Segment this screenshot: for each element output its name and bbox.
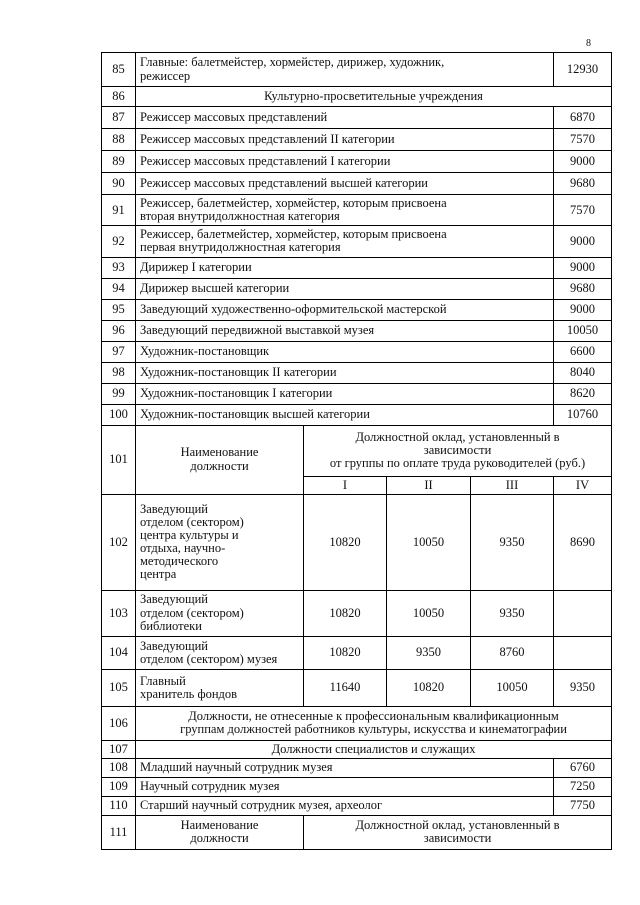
table-row	[102, 706, 612, 740]
table-row	[102, 758, 612, 777]
row-number: 95	[102, 299, 136, 320]
salary-group-i: 10820	[304, 636, 387, 669]
table-row	[102, 173, 612, 195]
row-number: 110	[102, 796, 136, 815]
salary-group-iii: 8760	[471, 636, 554, 669]
page-number: 8	[586, 38, 591, 49]
row-number: 111	[102, 815, 136, 849]
position-title: Старший научный сотрудник музея, археолог	[136, 796, 554, 815]
position-title: Заведующий художественно-оформительской мастерской	[136, 299, 554, 320]
group-header-iii: III	[471, 476, 554, 494]
salary-group-ii: 9350	[387, 636, 471, 669]
salary-value: 8620	[554, 383, 612, 404]
row-number: 86	[102, 87, 136, 107]
row-number: 91	[102, 195, 136, 226]
position-title: Режиссер, балетмейстер, хормейстер, которым присвоена первая внутридолжностная категория	[136, 226, 554, 257]
salary-group-iv: 9350	[554, 669, 612, 706]
table-row	[102, 129, 612, 151]
salary-value: 6760	[554, 758, 612, 777]
position-title: Заведующий отделом (сектором) библиотеки	[136, 590, 304, 636]
table-row	[102, 341, 612, 362]
salary-value: 8040	[554, 362, 612, 383]
salary-value: 7570	[554, 129, 612, 151]
table-row	[102, 278, 612, 299]
salary-value: 9000	[554, 151, 612, 173]
row-number: 96	[102, 320, 136, 341]
salary-group-iv: 8690	[554, 494, 612, 590]
row-number: 101	[102, 425, 136, 494]
table-row	[102, 107, 612, 129]
position-title: Заведующий передвижной выставкой музея	[136, 320, 554, 341]
row-number: 92	[102, 226, 136, 257]
salary-group-i: 10820	[304, 590, 387, 636]
position-title: Режиссер массовых представлений высшей категории	[136, 173, 554, 195]
position-title: Режиссер, балетмейстер, хормейстер, которым присвоена вторая внутридолжностная категория	[136, 195, 554, 226]
table-row	[102, 195, 612, 226]
position-title: Художник-постановщик высшей категории	[136, 404, 554, 425]
table-row	[102, 590, 612, 636]
salary-column-header: Должностной оклад, установленный в зависимости	[304, 815, 612, 849]
row-number: 105	[102, 669, 136, 706]
section-heading: Культурно-просветительные учреждения	[136, 87, 612, 107]
row-number: 93	[102, 257, 136, 278]
position-title: Режиссер массовых представлений I категории	[136, 151, 554, 173]
position-title: Научный сотрудник музея	[136, 777, 554, 796]
name-column-header: Наименование должности	[136, 425, 304, 494]
row-number: 102	[102, 494, 136, 590]
position-title: Заведующий отделом (сектором) музея	[136, 636, 304, 669]
table-row	[102, 636, 612, 669]
group-header-ii: II	[387, 476, 471, 494]
row-number: 100	[102, 404, 136, 425]
name-column-header: Наименование должности	[136, 815, 304, 849]
table-row	[102, 815, 612, 849]
salary-value: 7570	[554, 195, 612, 226]
salary-value: 6870	[554, 107, 612, 129]
salary-value: 9000	[554, 226, 612, 257]
table-row	[102, 383, 612, 404]
position-title: Главные: балетмейстер, хормейстер, дирижер, художник, режиссер	[136, 53, 554, 87]
row-number: 88	[102, 129, 136, 151]
position-title: Дирижер высшей категории	[136, 278, 554, 299]
table-row	[102, 404, 612, 425]
table-row	[102, 226, 612, 257]
row-number: 87	[102, 107, 136, 129]
group-header-i: I	[304, 476, 387, 494]
table-row	[102, 494, 612, 590]
salary-table	[101, 52, 612, 850]
salary-group-i: 10820	[304, 494, 387, 590]
row-number: 85	[102, 53, 136, 87]
grid-header-row	[102, 425, 612, 476]
salary-value: 9000	[554, 299, 612, 320]
position-title: Заведующий отделом (сектором) центра культуры и отдыха, научно- методического центра	[136, 494, 304, 590]
row-number: 89	[102, 151, 136, 173]
row-number: 106	[102, 706, 136, 740]
salary-value: 7750	[554, 796, 612, 815]
salary-value: 9680	[554, 173, 612, 195]
salary-value: 7250	[554, 777, 612, 796]
table-row	[102, 87, 612, 107]
section-heading: Должности специалистов и служащих	[136, 740, 612, 758]
group-header-iv: IV	[554, 476, 612, 494]
row-number: 109	[102, 777, 136, 796]
salary-group-iv	[554, 590, 612, 636]
salary-group-ii: 10050	[387, 494, 471, 590]
position-title: Режиссер массовых представлений II категории	[136, 129, 554, 151]
salary-group-iv	[554, 636, 612, 669]
table-row	[102, 362, 612, 383]
salary-value: 12930	[554, 53, 612, 87]
position-title: Художник-постановщик II категории	[136, 362, 554, 383]
row-number: 94	[102, 278, 136, 299]
table-row	[102, 299, 612, 320]
salary-group-iii: 9350	[471, 494, 554, 590]
table-row	[102, 740, 612, 758]
salary-column-header: Должностной оклад, установленный в зависимости от группы по оплате труда руководителей (руб.)	[304, 425, 612, 476]
row-number: 108	[102, 758, 136, 777]
salary-group-ii: 10050	[387, 590, 471, 636]
salary-group-ii: 10820	[387, 669, 471, 706]
table-row	[102, 151, 612, 173]
row-number: 97	[102, 341, 136, 362]
salary-value: 9680	[554, 278, 612, 299]
table-row	[102, 53, 612, 87]
salary-value: 9000	[554, 257, 612, 278]
row-number: 103	[102, 590, 136, 636]
table-row	[102, 796, 612, 815]
position-title: Художник-постановщик	[136, 341, 554, 362]
row-number: 104	[102, 636, 136, 669]
row-number: 99	[102, 383, 136, 404]
table-row	[102, 669, 612, 706]
salary-group-i: 11640	[304, 669, 387, 706]
row-number: 90	[102, 173, 136, 195]
position-title: Дирижер I категории	[136, 257, 554, 278]
row-number: 98	[102, 362, 136, 383]
salary-value: 6600	[554, 341, 612, 362]
salary-group-iii: 9350	[471, 590, 554, 636]
table-row	[102, 257, 612, 278]
section-heading: Должности, не отнесенные к профессиональным квалификационным группам должностей работников культуры, искусства и кинематографии	[136, 706, 612, 740]
salary-value: 10050	[554, 320, 612, 341]
salary-value: 10760	[554, 404, 612, 425]
table-row	[102, 777, 612, 796]
position-title: Главный хранитель фондов	[136, 669, 304, 706]
position-title: Режиссер массовых представлений	[136, 107, 554, 129]
table-row	[102, 320, 612, 341]
position-title: Младший научный сотрудник музея	[136, 758, 554, 777]
salary-group-iii: 10050	[471, 669, 554, 706]
row-number: 107	[102, 740, 136, 758]
position-title: Художник-постановщик I категории	[136, 383, 554, 404]
